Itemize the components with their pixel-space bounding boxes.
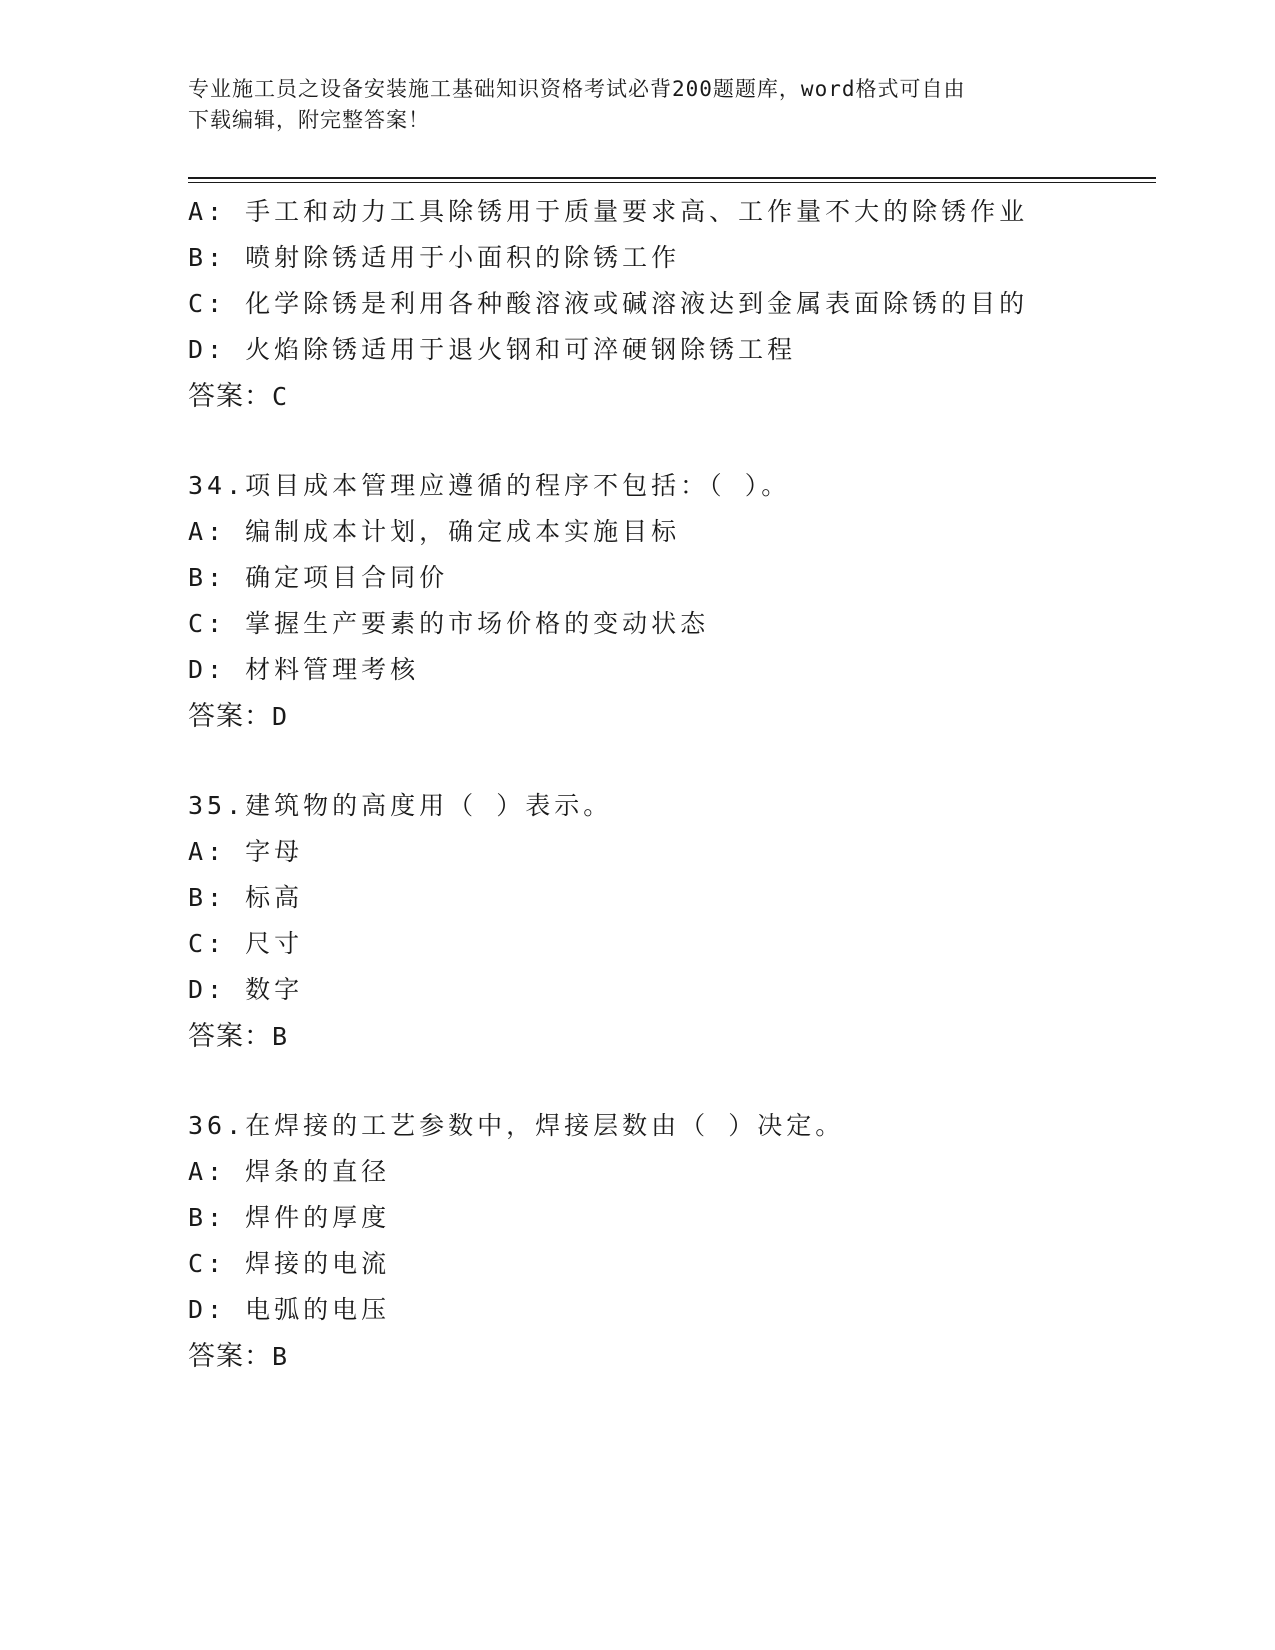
- option-c: C: 尺寸: [188, 929, 304, 958]
- answer-label: 答案：: [188, 1341, 272, 1371]
- option-d: D: 材料管理考核: [188, 655, 420, 684]
- header-divider-thick: [188, 177, 1156, 179]
- option-a: A: 手工和动力工具除锈用于质量要求高、工作量不大的除锈作业: [188, 197, 1029, 226]
- option-d: D: 火焰除锈适用于退火钢和可淬硬钢除锈工程: [188, 335, 797, 364]
- option-a: A: 字母: [188, 837, 304, 866]
- answer-label: 答案：: [188, 1021, 272, 1051]
- answer-value: B: [272, 1022, 289, 1051]
- answer-value: D: [272, 702, 289, 731]
- document-header: [188, 74, 1068, 136]
- header-line-1: 专业施工员之设备安装施工基础知识资格考试必背200题题库，word格式可自由: [188, 77, 966, 101]
- option-a: A: 编制成本计划，确定成本实施目标: [188, 517, 681, 546]
- option-d: D: 电弧的电压: [188, 1295, 391, 1324]
- option-d: D: 数字: [188, 975, 304, 1004]
- answer-label: 答案：: [188, 701, 272, 731]
- option-c: C: 焊接的电流: [188, 1249, 391, 1278]
- answer-line: [188, 1333, 1148, 1379]
- answer-value: C: [272, 382, 289, 411]
- header-divider-thin: [188, 182, 1156, 183]
- answer-line: [188, 693, 1148, 739]
- question-block-33: [188, 189, 1148, 419]
- answer-value: B: [272, 1342, 289, 1371]
- option-b: B: 焊件的厚度: [188, 1203, 391, 1232]
- option-b: B: 喷射除锈适用于小面积的除锈工作: [188, 243, 681, 272]
- question-text: 35.建筑物的高度用（ ）表示。: [188, 791, 613, 820]
- answer-line: [188, 373, 1148, 419]
- block-spacer: [188, 419, 1148, 463]
- question-text: 34.项目成本管理应遵循的程序不包括：（ ）。: [188, 471, 791, 500]
- question-text: 36.在焊接的工艺参数中，焊接层数由（ ）决定。: [188, 1111, 845, 1140]
- question-list: [188, 189, 1148, 1379]
- block-spacer: [188, 1059, 1148, 1103]
- option-c: C: 掌握生产要素的市场价格的变动状态: [188, 609, 710, 638]
- answer-label: 答案：: [188, 381, 272, 411]
- option-c: C: 化学除锈是利用各种酸溶液或碱溶液达到金属表面除锈的目的: [188, 289, 1029, 318]
- question-block-35: [188, 783, 1148, 1059]
- option-b: B: 确定项目合同价: [188, 563, 449, 592]
- header-line-2: 下载编辑，附完整答案！: [188, 108, 430, 132]
- answer-line: [188, 1013, 1148, 1059]
- option-a: A: 焊条的直径: [188, 1157, 391, 1186]
- question-block-34: [188, 463, 1148, 739]
- option-b: B: 标高: [188, 883, 304, 912]
- block-spacer: [188, 739, 1148, 783]
- question-block-36: [188, 1103, 1148, 1379]
